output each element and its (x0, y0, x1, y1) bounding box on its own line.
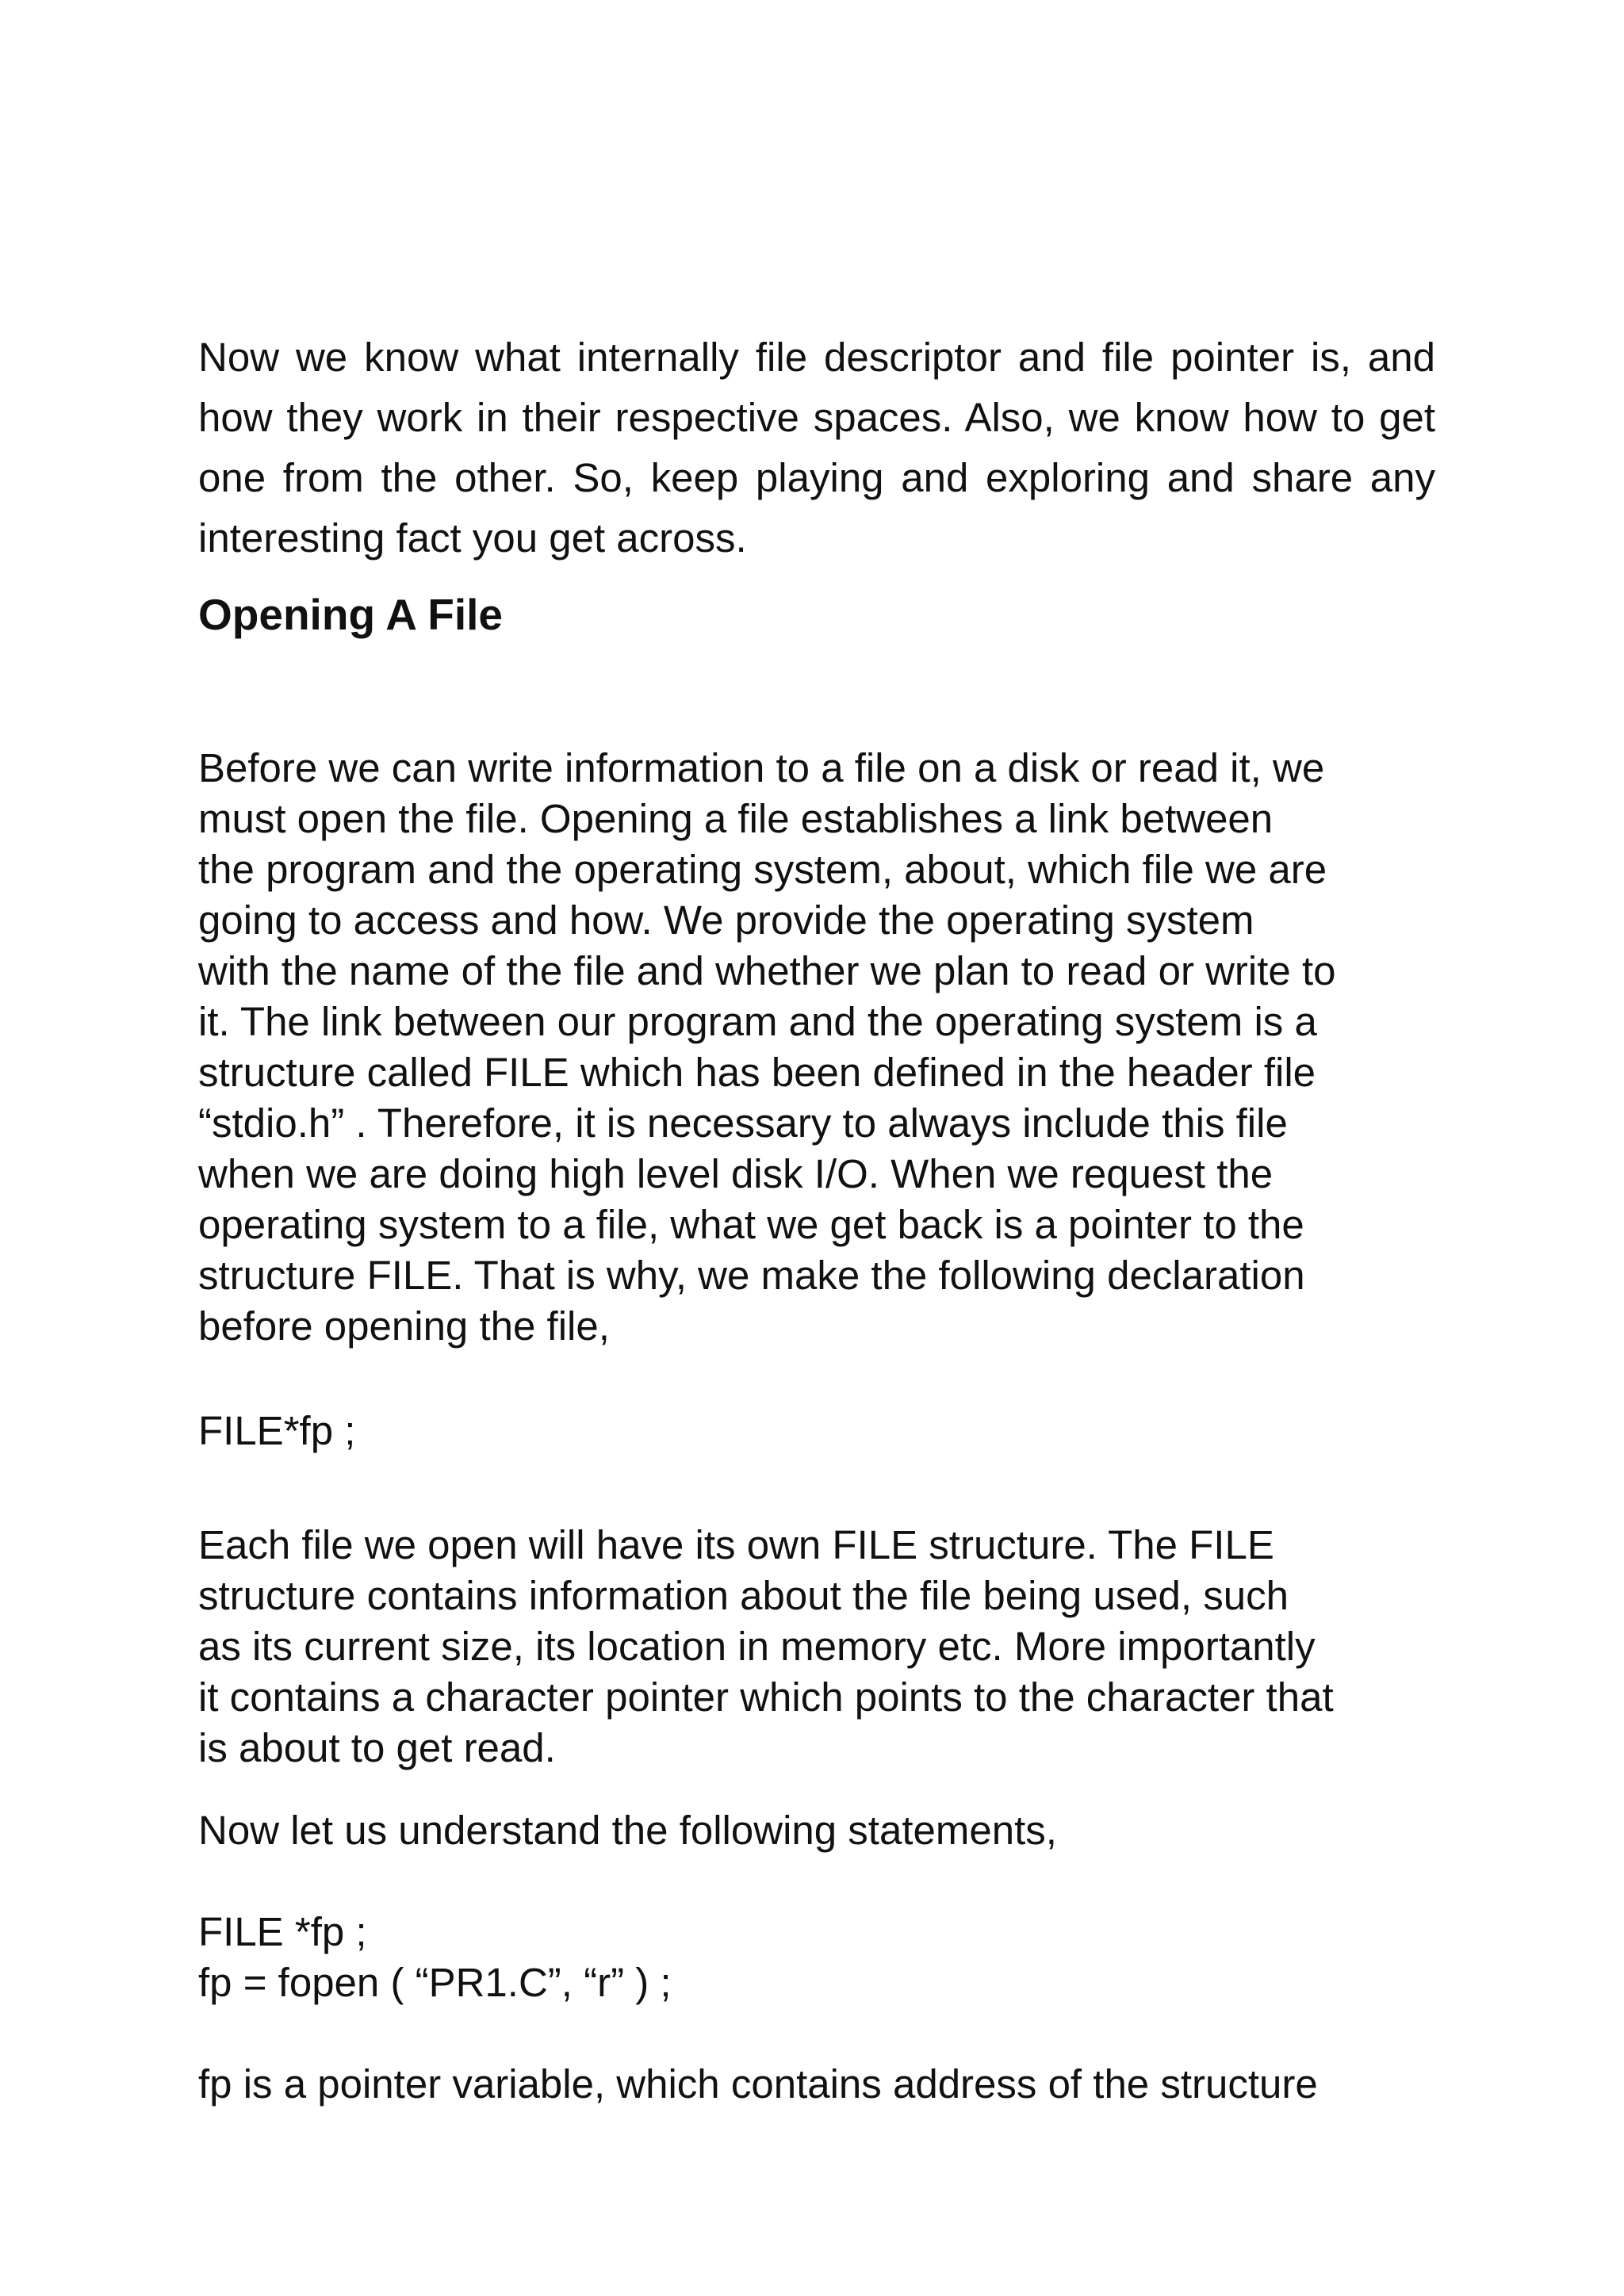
code-line: FILE*fp ; (198, 1408, 356, 1453)
code-line: fp = fopen ( “PR1.C”, “r” ) ; (198, 1960, 672, 2005)
paragraph-line: operating system to a file, what we get back is a pointer to the (198, 1202, 1304, 1247)
paragraph-file-structure (198, 1520, 1435, 1774)
paragraph-line: structure FILE. That is why, we make the following declaration (198, 1253, 1305, 1298)
paragraph-line: it. The link between our program and the operating system is a (198, 999, 1317, 1044)
code-line: FILE *fp ; (198, 1909, 367, 1954)
declaration-line (198, 1406, 1435, 1456)
paragraph-opening-file (198, 743, 1435, 1352)
paragraph-line: is about to get read. (198, 1725, 556, 1770)
paragraph-line: Each file we open will have its own FILE structure. The FILE (198, 1522, 1274, 1567)
paragraph-statements-intro (198, 1805, 1435, 1856)
paragraph-line: the program and the operating system, about, which file we are (198, 847, 1327, 892)
paragraph-line: when we are doing high level disk I/O. When we request the (198, 1151, 1274, 1196)
paragraph-line: Before we can write information to a file on a disk or read it, we (198, 745, 1325, 790)
section-heading: Opening A File (198, 590, 503, 639)
paragraph-line: before opening the file, (198, 1303, 610, 1349)
paragraph-line: as its current size, its location in memory etc. More importantly (198, 1624, 1316, 1669)
paragraph-line: going to access and how. We provide the operating system (198, 897, 1254, 943)
paragraph-line: it contains a character pointer which points to the character that (198, 1674, 1334, 1720)
paragraph-line: with the name of the file and whether we plan to read or write to (198, 948, 1336, 993)
paragraph-line: fp is a pointer variable, which contains address of the structure (198, 2061, 1318, 2107)
paragraph-pointer-variable (198, 2059, 1435, 2110)
paragraph-line: structure contains information about the file being used, such (198, 1573, 1289, 1618)
intro-paragraph: Now we know what internally file descriptor and file pointer is, and how they work in their respective spaces. Also, we know how to get one from the other. So, keep playing and exploring and share any interesting fact you get across. (198, 335, 1435, 561)
code-snippet (198, 1907, 1435, 2008)
paragraph-line: structure called FILE which has been defined in the header file (198, 1050, 1316, 1095)
paragraph-line: Now let us understand the following statements, (198, 1808, 1057, 1853)
paragraph-line: “stdio.h” . Therefore, it is necessary to always include this file (198, 1100, 1288, 1146)
paragraph-line: must open the file. Opening a file establishes a link between (198, 796, 1274, 841)
